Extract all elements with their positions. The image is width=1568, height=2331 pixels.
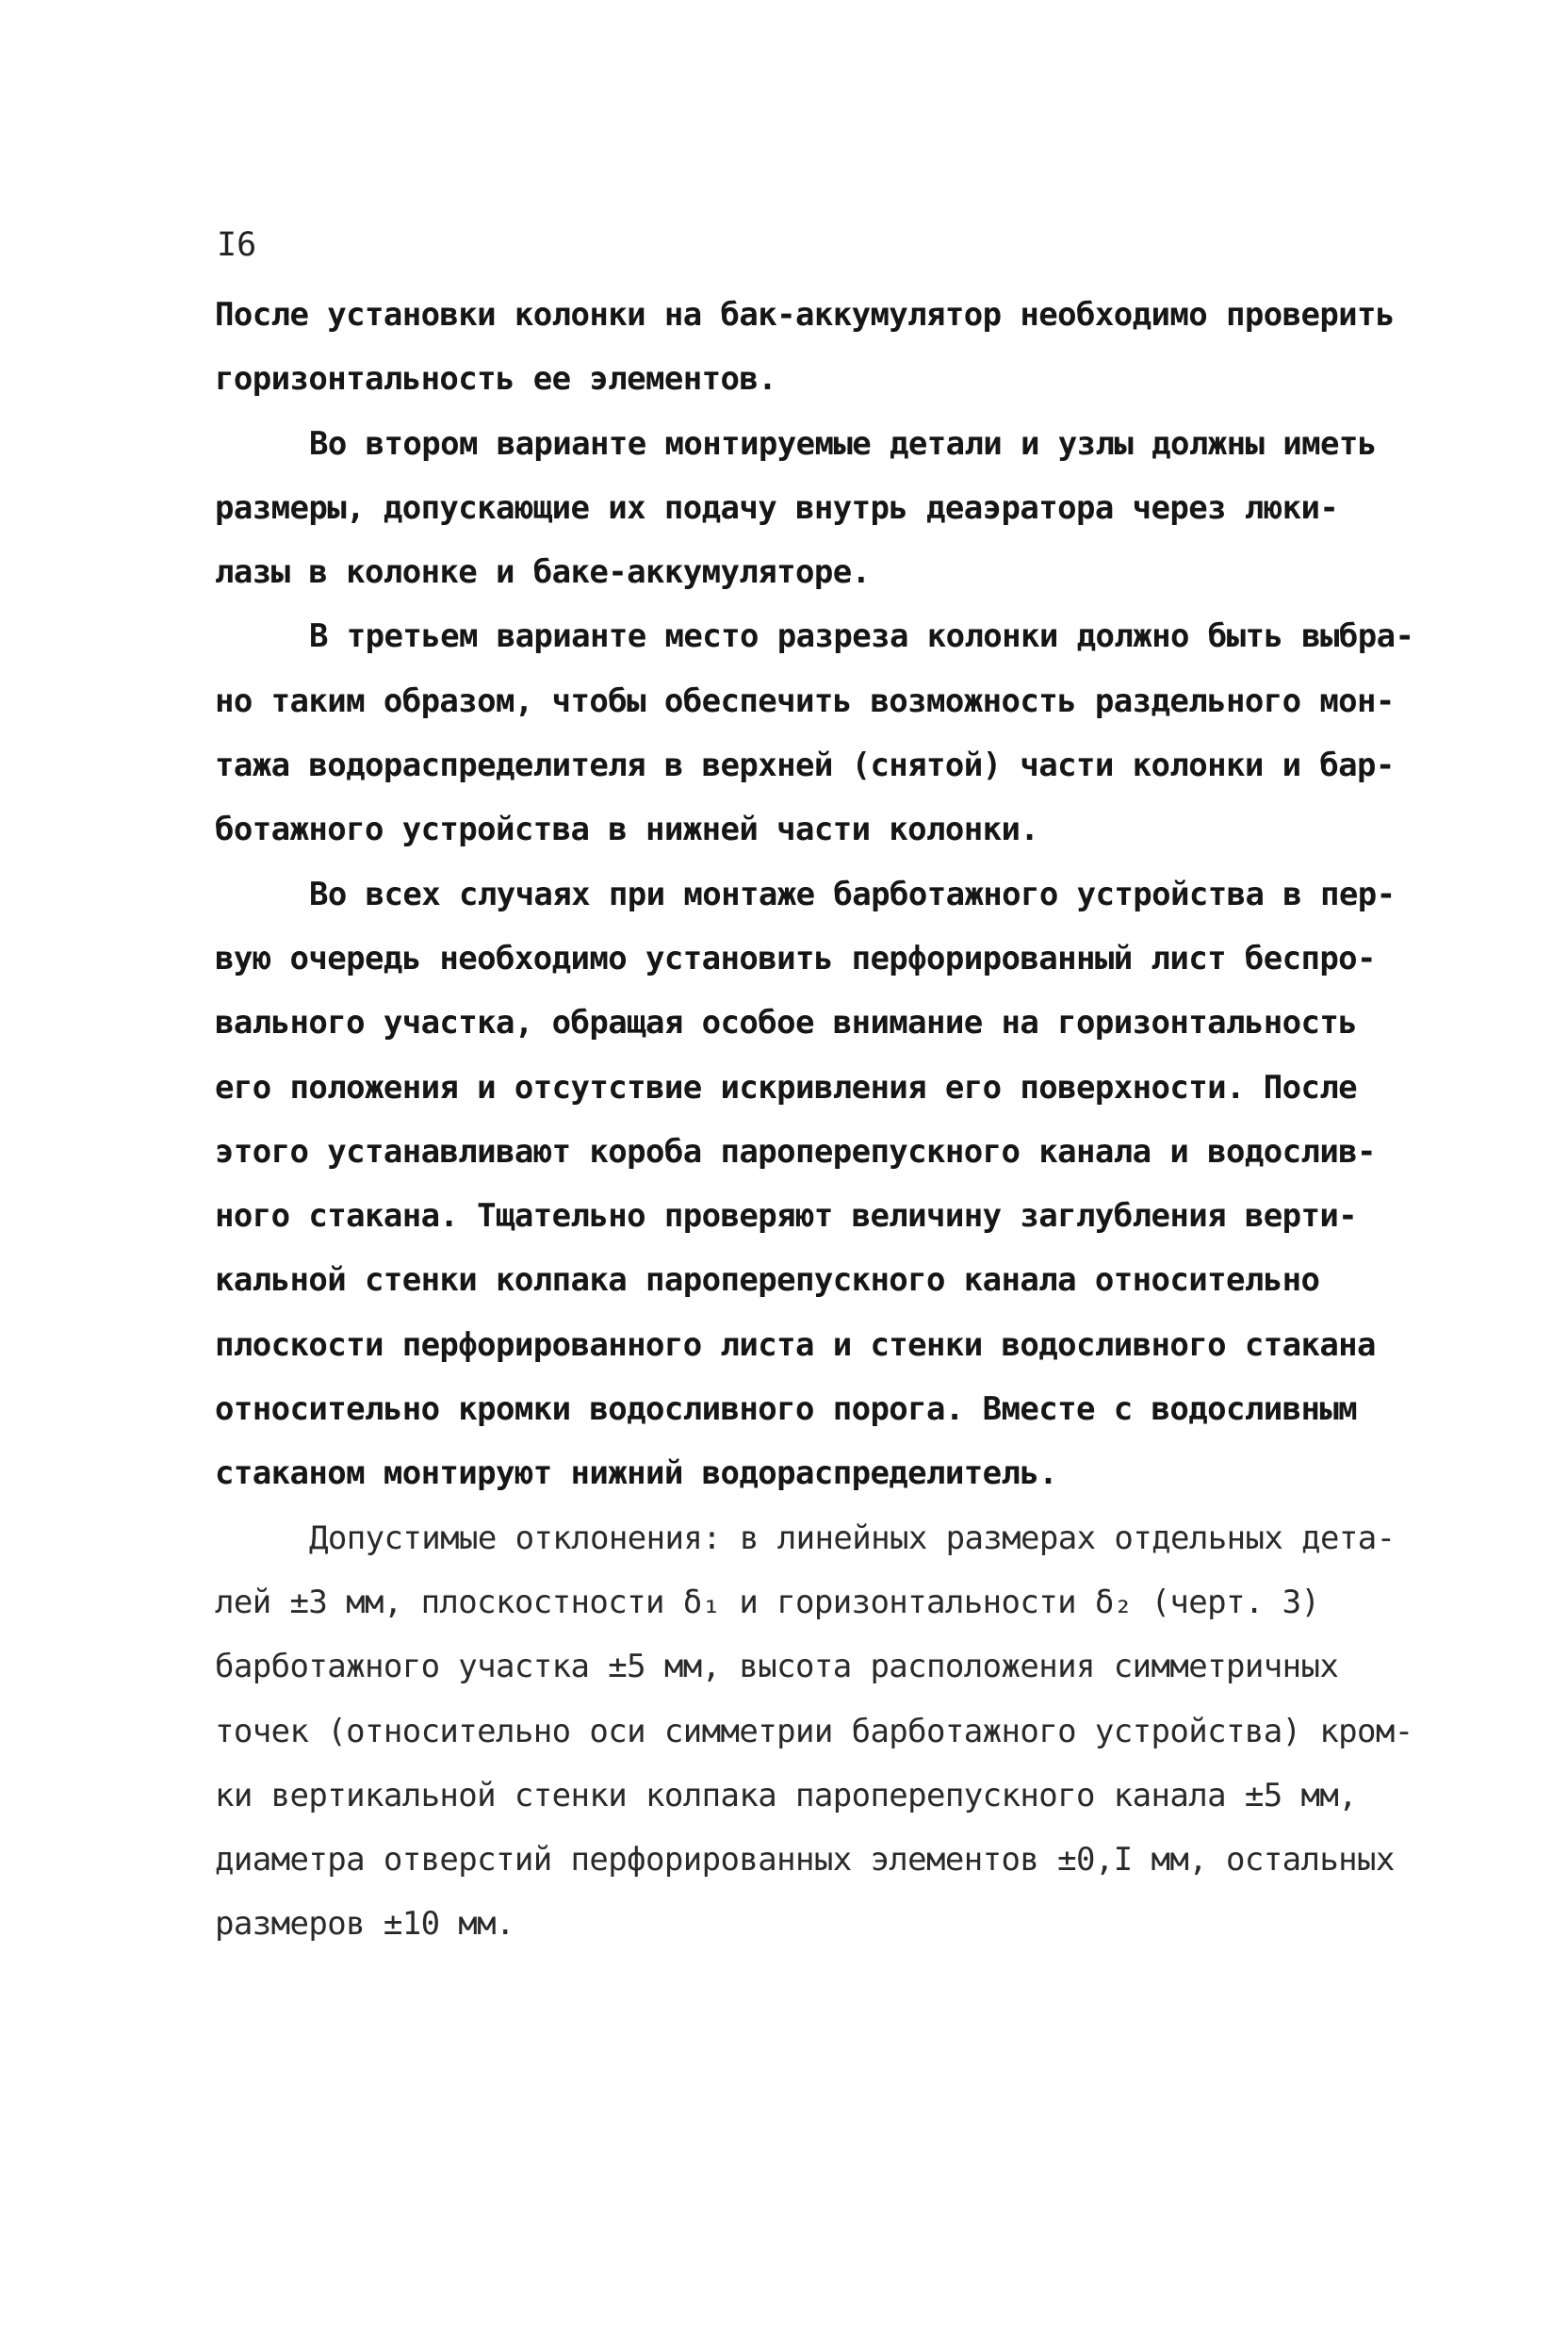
text-line: размеров ±10 мм. [215,1905,514,1944]
text-line: точек (относительно оси симметрии барботажного устройства) кром- [215,1712,1413,1750]
text-line: размеры, допускающие их подачу внутрь деаэратора через люки- [215,488,1339,527]
text-line: Во всех случаях при монтаже барботажного устройства в пер- [309,875,1396,913]
text-line: кальной стенки колпака пароперепускного канала относительно [215,1261,1320,1300]
text-line: его положения и отсутствие искривления его поверхности. После [215,1068,1358,1107]
text-line: В третьем варианте место разреза колонки должно быть выбра- [309,617,1414,656]
text-line: стаканом монтируют нижний водораспределитель. [215,1454,1058,1493]
text-line: лазы в колонке и баке-аккумуляторе. [215,553,871,592]
text-line: ки вертикальной стенки колпака пароперепускного канала ±5 мм, [215,1776,1358,1814]
text-line: тажа водораспределителя в верхней (снятой) части колонки и бар- [215,747,1395,785]
text-line: ного стакана. Тщательно проверяют величину заглубления верти- [215,1197,1358,1236]
text-line: вую очередь необходимо установить перфорированный лист беспро- [215,939,1376,977]
text-line: барботажного участка ±5 мм, высота расположения симметричных [215,1648,1339,1686]
text-line: горизонтальность ее элементов. [215,360,777,399]
text-line: лей ±3 мм, плоскостности δ₁ и горизонтальности δ₂ (черт. 3) [215,1583,1320,1621]
text-line: относительно кромки водосливного порога. Вместе с водосливным [215,1390,1358,1429]
body-text [215,283,1449,1957]
text-line: Во втором варианте монтируемые детали и узлы должны иметь [309,424,1377,463]
text-line: Допустимые отклонения: в линейных размерах отдельных дета- [309,1518,1396,1557]
page-number: I6 [217,226,257,264]
text-line: этого устанавливают короба пароперепускного канала и водослив- [215,1132,1376,1171]
text-line: плоскости перфорированного листа и стенки водосливного стакана [215,1325,1376,1364]
text-line: но таким образом, чтобы обеспечить возможность раздельного мон- [215,681,1395,720]
text-line: После установки колонки на бак-аккумулятор необходимо проверить [215,296,1395,334]
text-line: вального участка, обращая особое внимание на горизонтальность [215,1004,1358,1042]
text-line: ботажного устройства в нижней части колонки. [215,811,1039,849]
text-line: диаметра отверстий перфорированных элементов ±0,I мм, остальных [215,1841,1395,1880]
